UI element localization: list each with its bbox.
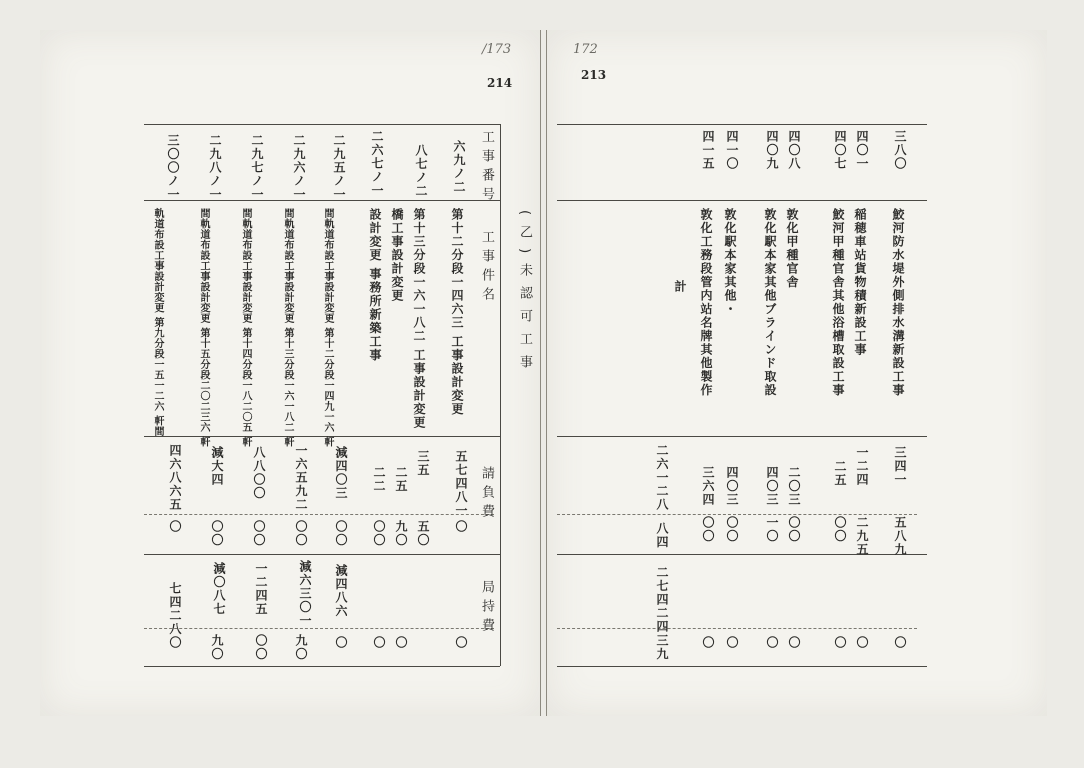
row-bureau-b: 〇〇 [254, 634, 268, 661]
row-number: 四一〇 [725, 130, 739, 171]
row-bureau-b: 〇 [168, 636, 182, 650]
row-contract-a: 一六五九二 [294, 444, 308, 512]
row-number: 四一五 [701, 130, 715, 171]
row-contract-a: 二五 [394, 466, 408, 493]
table-rule-contract [557, 554, 927, 555]
total-bureau-b: 三九 [655, 634, 669, 661]
row-contract-b: 〇〇 [833, 516, 847, 543]
row-contract-b: 〇 [454, 520, 468, 534]
row-bureau-a: 七四二八 [168, 582, 182, 636]
row-number: 六九ノ二 [452, 140, 466, 194]
header-name: 工事件名 [479, 230, 494, 306]
row-contract-b: 〇〇 [334, 520, 348, 547]
row-name: 間軌道布設工事設計変更 第十五分段二〇二三六 軒 [198, 208, 209, 447]
row-name: 間軌道布設工事設計変更 第十四分段一八二〇五 軒 [240, 208, 251, 447]
row-contract-a: 二二 [372, 466, 386, 493]
row-contract-a: 三四一 [893, 446, 907, 487]
row-bureau-b: 九〇 [294, 634, 308, 661]
total-label: 計 [673, 280, 687, 294]
row-contract-a: 二五 [833, 460, 847, 487]
table-top-rule [144, 124, 500, 125]
row-contract-b: 〇〇 [252, 520, 266, 547]
row-name: 間軌道布設工事設計変更 第十二分段一四九一六 軒 [322, 208, 333, 447]
pencil-page-note: /173 [482, 42, 512, 57]
row-bureau-a: 減四八六 [334, 564, 348, 618]
row-contract-a: 四〇三 [765, 466, 779, 507]
row-number: 二九五ノ一 [332, 134, 346, 202]
row-name: 敦化甲種官舎 [785, 208, 799, 289]
row-contract-b: 〇〇 [294, 520, 308, 547]
row-number: 四〇八 [787, 130, 801, 171]
row-contract-b: 〇〇 [787, 516, 801, 543]
row-bureau-b: 〇 [893, 636, 907, 650]
row-name: 敦化駅本家其他・ [723, 208, 737, 316]
row-contract-b: 一〇 [765, 516, 779, 543]
table-rule-bureau-sub [557, 628, 917, 629]
header-number: 工事番号 [479, 130, 494, 206]
total-contract-b: 八四 [655, 522, 669, 549]
row-contract-b: 〇 [168, 520, 182, 534]
row-number: 三〇〇ノ一 [166, 134, 180, 202]
row-contract-a: 一二四 [855, 446, 869, 487]
table-top-rule [557, 124, 927, 125]
row-contract-b: 〇〇 [725, 516, 739, 543]
row-number: 二九六ノ一 [292, 134, 306, 202]
row-name: 第十三分段一六一八二 工事設計変更 [412, 208, 426, 430]
row-number: 二六七ノ一 [370, 130, 384, 198]
row-number: 八七ノ二 [414, 144, 428, 198]
row-contract-a: 四〇三 [725, 466, 739, 507]
row-number: 二九七ノ一 [250, 134, 264, 202]
total-contract-a: 二六一二八 [655, 444, 669, 512]
row-bureau-b: 〇 [787, 636, 801, 650]
row-contract-b: 五八九 [893, 516, 907, 557]
row-number: 四〇九 [765, 130, 779, 171]
row-bureau-b: 〇 [334, 636, 348, 650]
row-name: 第十二分段一四六三 工事設計変更 [450, 208, 464, 417]
row-contract-a: 三六四 [701, 466, 715, 507]
row-contract-a: 八八〇〇 [252, 446, 266, 500]
pencil-page-note: 172 [573, 42, 598, 57]
row-contract-b: 二九五 [855, 516, 869, 557]
page-number: 214 [487, 76, 513, 90]
header-column-rule [500, 124, 501, 666]
row-name: 敦化駅本家其他ブラインド取設 [763, 208, 777, 397]
row-number: 四〇一 [855, 130, 869, 171]
row-bureau-b: 〇 [765, 636, 779, 650]
row-name: 鮫河甲種官舎其他浴槽取設工事 [831, 208, 845, 397]
row-bureau-b: 〇 [394, 636, 408, 650]
row-contract-a: 五七四八一 [454, 450, 468, 518]
section-title: (乙)未認可工事 [517, 210, 532, 379]
row-bureau-a: 減〇八七 [212, 562, 226, 616]
table-rule-contract [144, 554, 500, 555]
row-contract-b: 九〇 [394, 520, 408, 547]
row-contract-a: 二〇三 [787, 466, 801, 507]
row-number: 二九八ノ一 [208, 134, 222, 202]
row-number: 四〇七 [833, 130, 847, 171]
table-rule-name [557, 436, 927, 437]
row-contract-a: 三五 [416, 450, 430, 477]
row-contract-a: 減大四 [210, 446, 224, 487]
row-contract-b: 〇〇 [372, 520, 386, 547]
row-name: 軌道布設工事設計変更 第九分段一五一二六 軒間 [152, 208, 163, 437]
row-bureau-b: 〇 [833, 636, 847, 650]
table-rule-contract-sub [144, 514, 494, 515]
row-contract-b: 〇〇 [701, 516, 715, 543]
left-page [40, 30, 541, 716]
header-bureau: 局持費 [479, 580, 494, 637]
row-bureau-a: 一二四五 [254, 562, 268, 616]
row-name: 間軌道布設工事設計変更 第十三分段一六一八二 軒 [282, 208, 293, 447]
total-bureau-a: 二七四二四 [655, 566, 669, 634]
row-name: 橋工事設計変更 [390, 208, 404, 303]
header-contract: 請負費 [479, 466, 494, 523]
table-rule-bureau-sub [144, 628, 494, 629]
row-bureau-b: 九〇 [210, 634, 224, 661]
row-contract-b: 五〇 [416, 520, 430, 547]
row-bureau-b: 〇 [372, 636, 386, 650]
table-rule-number [144, 200, 500, 201]
right-page [546, 30, 1047, 716]
row-bureau-b: 〇 [454, 636, 468, 650]
table-bottom-rule [144, 666, 500, 667]
row-contract-a: 減四〇三 [334, 446, 348, 500]
row-bureau-b: 〇 [725, 636, 739, 650]
row-name: 設計変更 事務所新築工事 [368, 208, 382, 363]
table-bottom-rule [557, 666, 927, 667]
table-rule-contract-sub [557, 514, 917, 515]
row-contract-b: 〇〇 [210, 520, 224, 547]
table-rule-number [557, 200, 927, 201]
row-number: 三八〇 [893, 130, 907, 171]
page-number: 213 [581, 68, 607, 82]
row-bureau-b: 〇 [701, 636, 715, 650]
row-bureau-a: 減六三〇一 [298, 560, 312, 628]
row-contract-a: 四六八六五 [168, 444, 182, 512]
row-name: 敦化工務段管内站名牌其他製作 [699, 208, 713, 397]
row-name: 鮫河防水堤外側排水溝新設工事 [891, 208, 905, 397]
row-bureau-b: 〇 [855, 636, 869, 650]
row-name: 稲穂車站貨物積新設工事 [853, 208, 867, 357]
